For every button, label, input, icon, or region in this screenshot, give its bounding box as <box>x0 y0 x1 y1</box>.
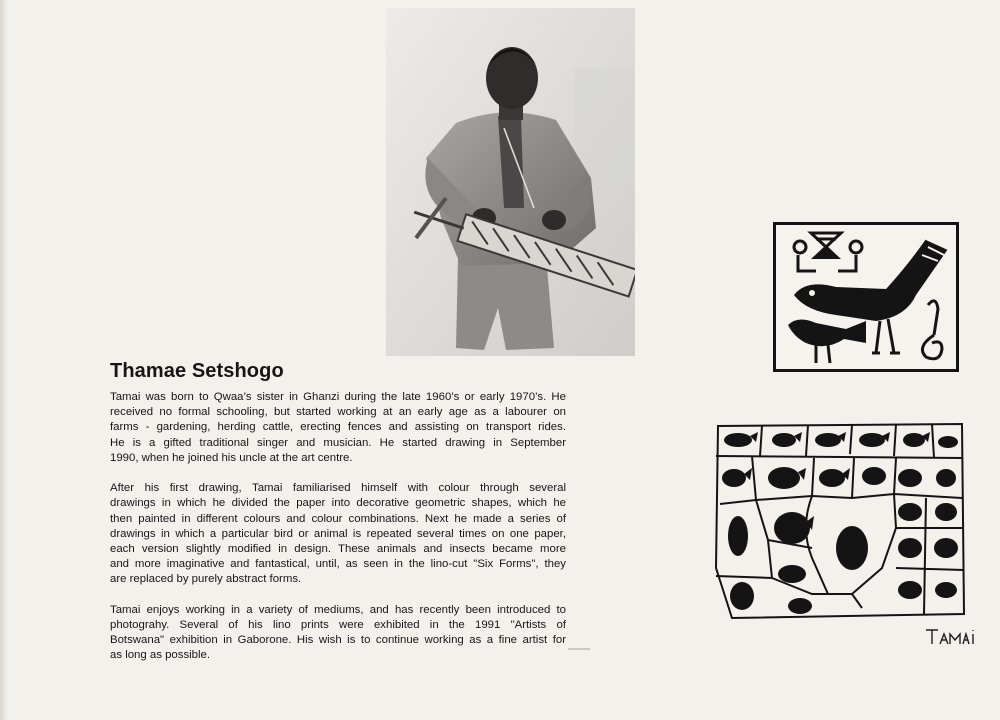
text-line: Botswana" exhibition in Gaborone. His wish is to continue working as a fine artist for <box>110 634 566 647</box>
bird-grid-drawing <box>712 418 972 624</box>
bird-linocut-print <box>773 222 959 372</box>
text-line: 1990, when he joined his uncle at the art centre. <box>110 451 353 464</box>
text-line: as long as possible. <box>110 649 211 662</box>
text-line: and more imaginative and fantastical, until, as seen in the lino-cut "Six Forms", they <box>110 558 566 571</box>
artist-signature <box>924 626 976 648</box>
text-line: photograhy. Several of his lino prints were exhibited in the 1991 "Artists of <box>110 619 566 632</box>
artist-name-heading: Thamae Setshogo <box>110 360 284 382</box>
biography-paragraph <box>110 481 566 587</box>
text-line: farms - gardening, herding cattle, erecting fences and assisting on transport rides. <box>110 421 566 434</box>
text-line: drawings in which he divided the paper into decorative geometric shapes, which he <box>110 497 566 510</box>
biography-paragraph <box>110 390 566 466</box>
text-line: drawings in which a particular bird or animal is repeated several times on one paper, <box>110 527 566 540</box>
text-line: then painted in different colours and colour combinations. Next he made a series of <box>110 512 566 525</box>
biography-paragraph <box>110 603 566 664</box>
text-line: each version slightly modified in design. These animals and insects became more <box>110 543 566 556</box>
text-line: received no formal schooling, but started working at an early age as a labourer on <box>110 406 566 419</box>
text-line: are replaced by purely abstract forms. <box>110 573 302 586</box>
artist-portrait-photo <box>386 8 635 356</box>
print-mark <box>568 648 590 650</box>
text-line: Tamai was born to Qwaa’s sister in Ghanzi during the late 1960’s or early 1970’s. He <box>110 391 566 403</box>
page-edge-shadow <box>0 0 8 720</box>
text-line: After his first drawing, Tamai familiarised himself with colour through several <box>110 482 566 495</box>
biography-text <box>110 390 566 679</box>
text-line: He is a gifted traditional singer and musician. He started drawing in September <box>110 436 566 449</box>
text-line: Tamai enjoys working in a variety of mediums, and has recently been introduced to <box>110 603 566 616</box>
